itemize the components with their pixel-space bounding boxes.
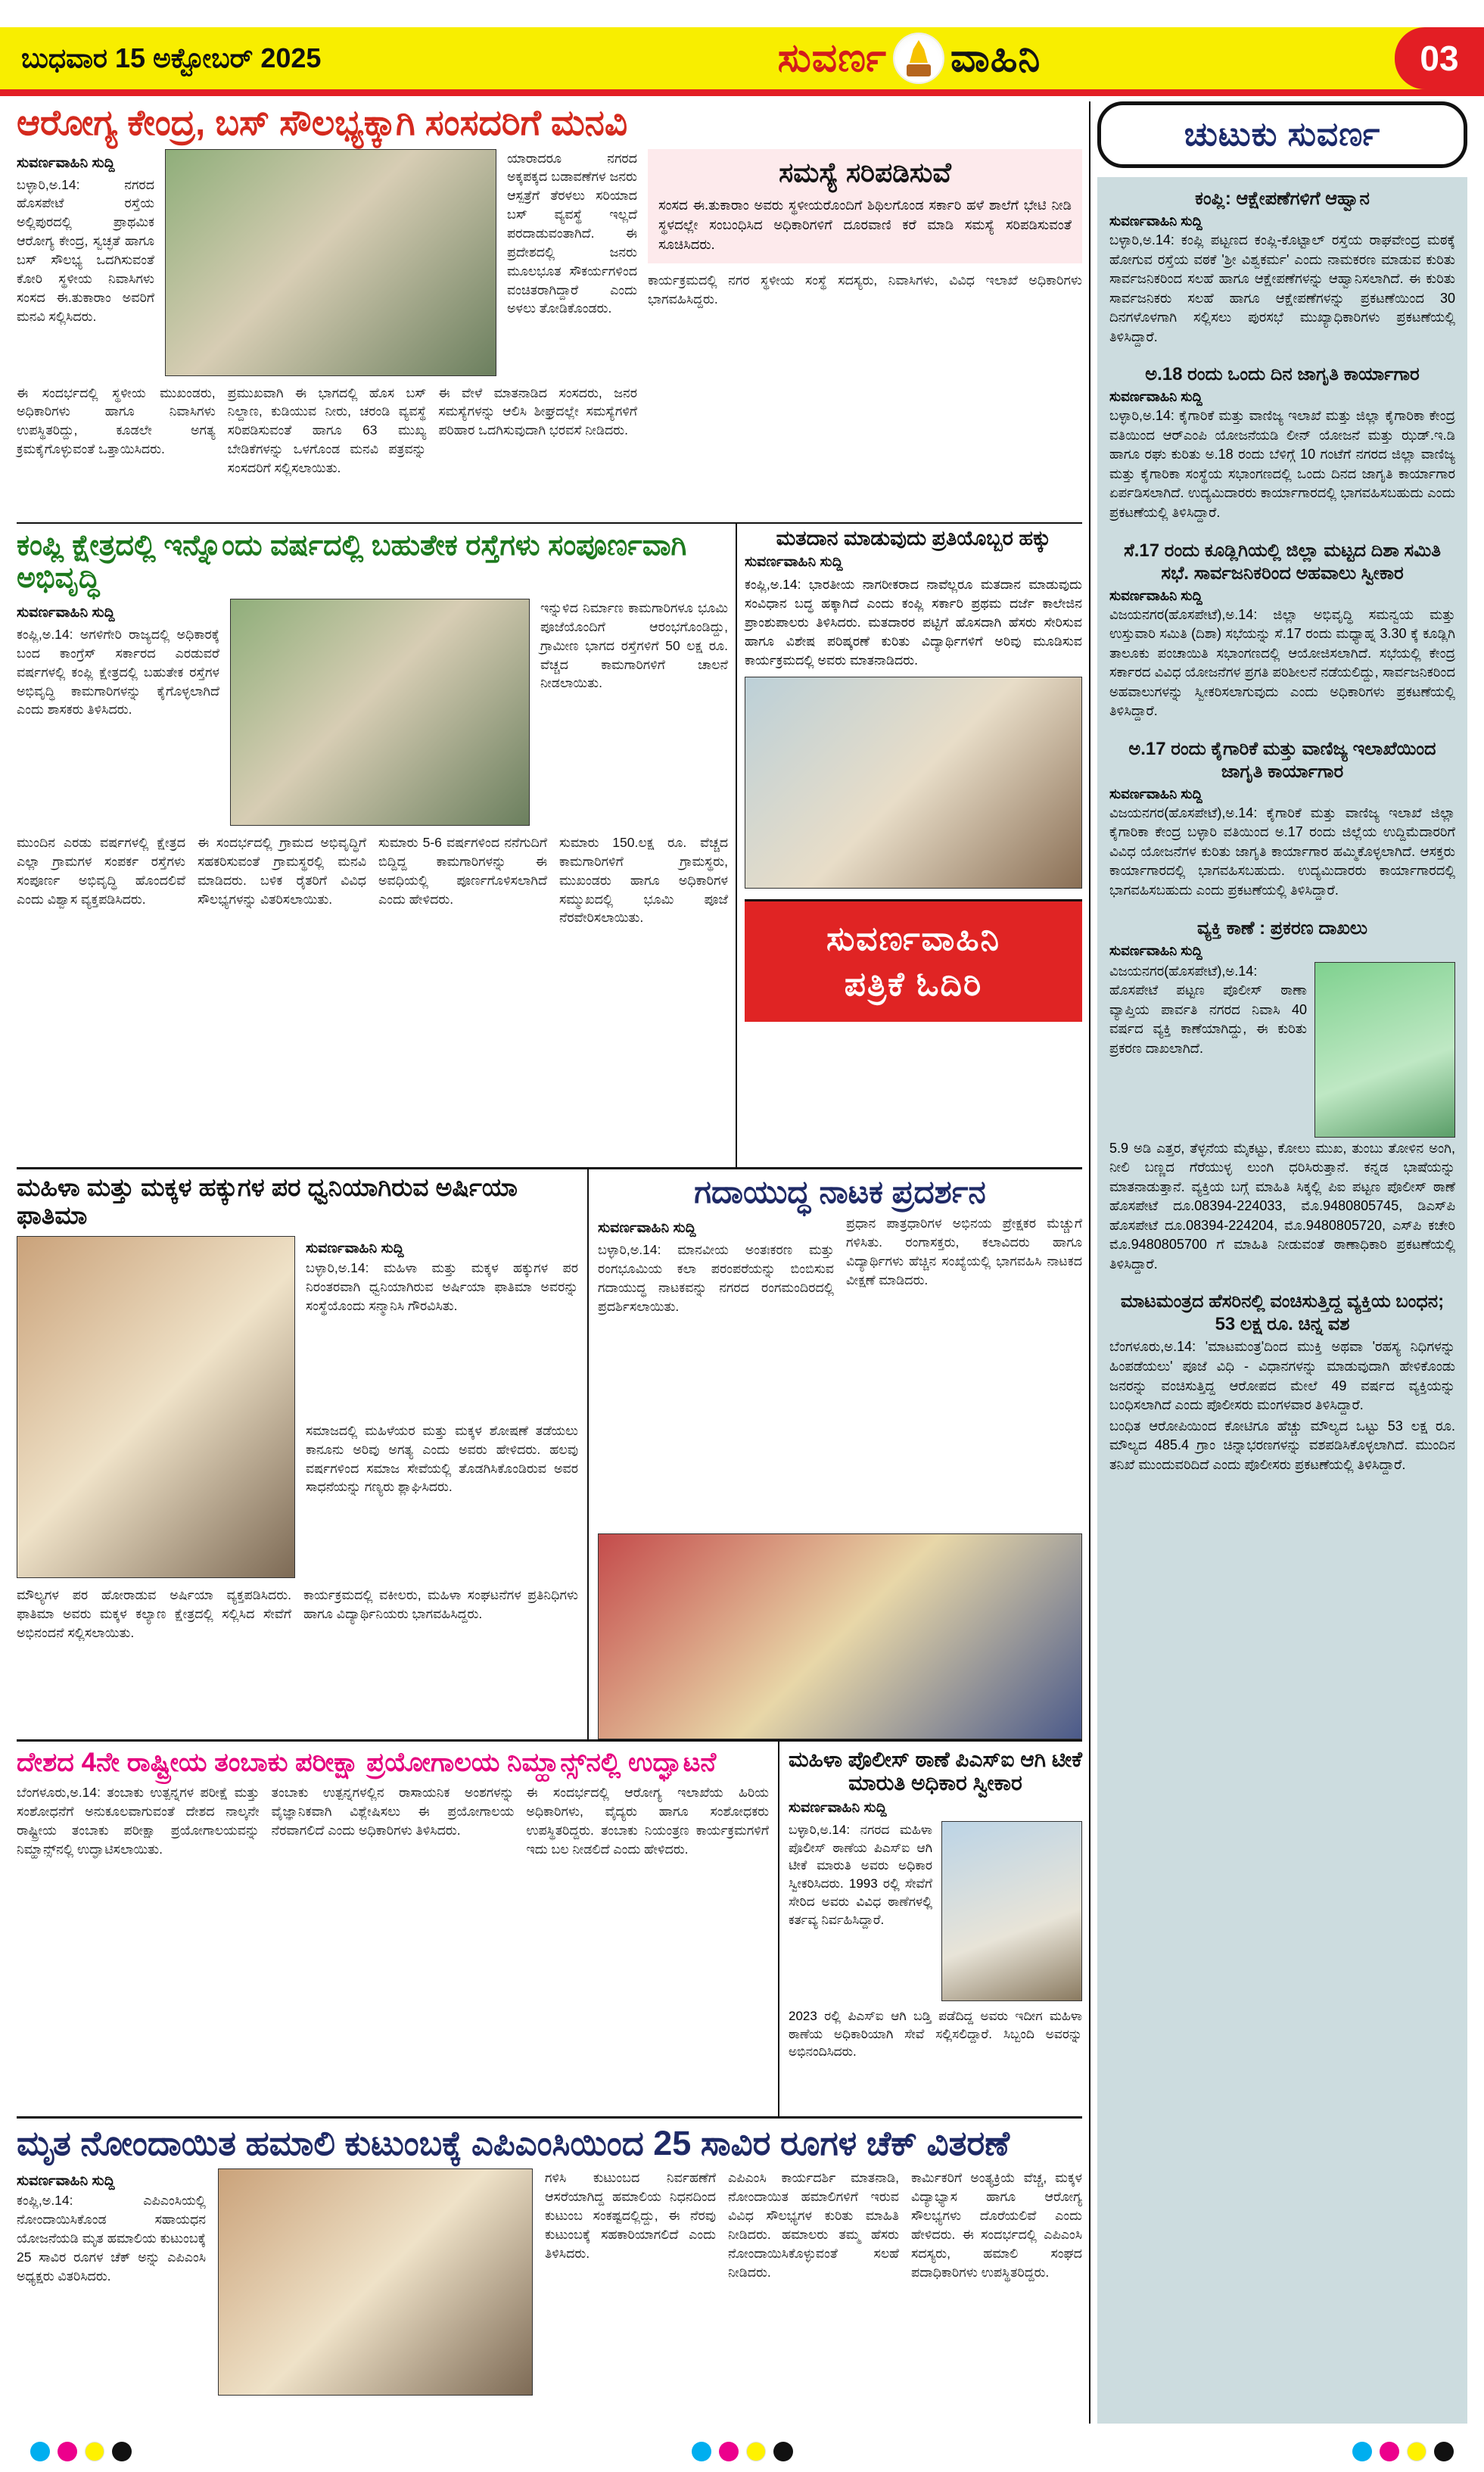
hamali-col-1: ಕಂಪ್ಲಿ,ಅ.14: ಎಪಿಎಂಸಿಯಲ್ಲಿ ನೋಂದಾಯಿಸಿಕೊಂಡ ಸಹಾಯಧನ ಯೋಜನೆಯಡಿ ಮೃತ ಹಮಾಲಿಯ ಕುಟುಂಬಕ್ಕೆ 25 ಸಾವಿರ ರೂಗಳ ಚೆಕ್ ಅನ್ನು ಎಪಿಎಂಸಿ ಅಧ್ಯಕ್ಷರು ವಿತರಿಸಿದರು. (17, 2193, 206, 2284)
sidebar-item-title: ಅ.18 ರಂದು ಒಂದು ದಿನ ಜಾಗೃತಿ ಕಾರ್ಯಾಗಾರ (1145, 364, 1420, 385)
sidebar-item-title: ಸೆ.17 ರಂದು ಕೂಡ್ಲಿಗಿಯಲ್ಲಿ ಜಿಲ್ಲಾ ಮಟ್ಟದ ದಿಶಾ ಸಮಿತಿ ಸಭೆ. ಸಾರ್ವಜನಿಕರಿಂದ ಅಹವಾಲು ಸ್ವೀಕಾರ (1124, 540, 1441, 584)
briefs-sidebar (1097, 101, 1467, 2424)
sidebar-item-body: ಬಳ್ಳಾರಿ,ಅ.14: ಕಂಪ್ಲಿ ಪಟ್ಟಣದ ಕಂಪ್ಲಿ-ಕೊಟ್ಟಾಲ್ ರಸ್ತೆಯ ರಾಘವೇಂದ್ರ ಮಠಕ್ಕೆ ಹೋಗುವ ರಸ್ತೆಯ ವಠಕೆ 'ಶ್ರೀ ವಿಶ್ವಕರ್ಮ' ಎಂದು ನಾಮಕರಣ ಮಾಡುವ ಕುರಿತು ಸಾರ್ವಜನಿಕರಿಂದ ಸಲಹೆ ಹಾಗೂ ಆಕ್ಷೇಪಣೆಗಳನ್ನು ಆಹ್ವಾನಿಸಲಾಗಿದೆ. ಈ ಕುರಿತು ಸಾರ್ವಜನಿಕರು ಸಲಹೆ ಹಾಗೂ ಆಕ್ಷೇಪಣೆಗಳನ್ನು ಪ್ರಕಟಣೆಯಿಂದ 30 ದಿನಗಳೊಳಗಾಗಿ ಸಲ್ಲಿಸಲು ಪುರಸಭೆ ಮುಖ್ಯಾಧಿಕಾರಿಗಳು ಪ್ರಕಟಣೆಯಲ್ಲಿ ತಿಳಿಸಿದ್ದಾರೆ. (1109, 232, 1455, 344)
hamali-col-2: ಗಳಿಸಿ ಕುಟುಂಬದ ನಿರ್ವಹಣೆಗೆ ಆಸರೆಯಾಗಿದ್ದ ಹಮಾಲಿಯ ನಿಧನದಿಂದ ಕುಟುಂಬ ಸಂಕಷ್ಟದಲ್ಲಿದ್ದು, ಈ ನೆರವು ಕುಟುಂಬಕ್ಕೆ ಸಹಕಾರಿಯಾಗಲಿದೆ ಎಂದು ತಿಳಿಸಿದರು. (545, 2170, 716, 2261)
sidebar-item-byline: ಸುವರ್ಣವಾಹಿನಿ ಸುದ್ದಿ (1109, 389, 1202, 405)
sidebar-item-body: ಬೆಂಗಳೂರು,ಅ.14: 'ಮಾಟಮಂತ್ರ'ದಿಂದ ಮುಕ್ತಿ ಅಥವಾ 'ರಹಸ್ಯ ನಿಧಿಗಳನ್ನು ಹಿಂಪಡೆಯಲು' ಪೂಜೆ ವಿಧಿ - ವಿಧಾನಗಳನ್ನು ಮಾಡುವುದಾಗಿ ಹೇಳಿಕೊಂಡು ಜನರನ್ನು ವಂಚಿಸುತ್ತಿದ್ದ ಆರೋಪದ ಮೇಲೆ 49 ವರ್ಷದ ವ್ಯಕ್ತಿಯನ್ನು ಬಂಧಿಸಲಾಗಿದೆ ಎಂದು ಪೊಲೀಸರು ಮಂಗಳವಾರ ತಿಳಿಸಿದ್ದಾರೆ. (1109, 1339, 1455, 1413)
sidebar-item-body-2: ಬಂಧಿತ ಆರೋಪಿಯಿಂದ ಕೋಟಿಗೂ ಹೆಚ್ಚು ಮೌಲ್ಯದ ಒಟ್ಟು 53 ಲಕ್ಷ ರೂ. ಮೌಲ್ಯದ 485.4 ಗ್ರಾಂ ಚಿನ್ನಾಭರಣಗಳನ್ನು ವಶಪಡಿಸಿಕೊಳ್ಳಲಾಗಿದೆ. ಮುಂದಿನ ತನಿಖೆ ಮುಂದುವರಿದಿದೆ ಎಂದು ಪೊಲೀಸರು ಪ್ರಕಟಣೆಯಲ್ಲಿ ತಿಳಿಸಿದ್ದಾರೆ. (1109, 1418, 1455, 1472)
arshiya-headline: ಮಹಿಳಾ ಮತ್ತು ಮಕ್ಕಳ ಹಕ್ಕುಗಳ ಪರ ಧ್ವನಿಯಾಗಿರುವ ಅರ್ಷಿಯಾ ಫಾತಿಮಾ (17, 1173, 518, 1229)
lead-headline: ಆರೋಗ್ಯ ಕೇಂದ್ರ, ಬಸ್ ಸೌಲಭ್ಯಕ್ಕಾಗಿ ಸಂಸದರಿಗೆ ಮನವಿ (17, 102, 628, 142)
promo-box (745, 899, 1082, 1022)
kampli-col-3: ಮುಂದಿನ ಎರಡು ವರ್ಷಗಳಲ್ಲಿ ಕ್ಷೇತ್ರದ ಎಲ್ಲಾ ಗ್ರಾಮಗಳ ಸಂಪರ್ಕ ರಸ್ತೆಗಳು ಸಂಪೂರ್ಣ ಅಭಿವೃದ್ಧಿ ಹೊಂದಲಿವೆ ಎಂದು ವಿಶ್ವಾಸ ವ್ಯಕ್ತಪಡಿಸಿದರು. (17, 835, 185, 907)
magenta-dot-icon (1380, 2442, 1399, 2461)
sidebar-item-title: ಕಂಪ್ಲಿ: ಆಕ್ಷೇಪಣೆಗಳಿಗೆ ಆಹ್ವಾನ (1195, 188, 1370, 209)
sidebar-item-title: ಮಾಟಮಂತ್ರದ ಹೆಸರಿನಲ್ಲಿ ವಂಚಿಸುತ್ತಿದ್ದ ವ್ಯಕ್ತಿಯ ಬಂಧನ; 53 ಲಕ್ಷ ರೂ. ಚಿನ್ನ ವಶ (1120, 1291, 1445, 1335)
registration-dots-left (30, 2442, 132, 2461)
kampli-col-2: ಇನ್ನುಳಿದ ನಿರ್ಮಾಣ ಕಾಮಗಾರಿಗಳೂ ಭೂಮಿ ಪೂಜೆಯೊಂದಿಗೆ ಆರಂಭಗೊಂಡಿದ್ದು, ಗ್ರಾಮೀಣ ಭಾಗದ ರಸ್ತೆಗಳಿಗೆ 50 ಲಕ್ಷ ರೂ. ವೆಚ್ಚದ ಕಾಮಗಾರಿಗಳಿಗೆ ಚಾಲನೆ ನೀಡಲಾಯಿತು. (540, 600, 728, 691)
arshiya-col-2: ಸಮಾಜದಲ್ಲಿ ಮಹಿಳೆಯರ ಮತ್ತು ಮಕ್ಕಳ ಶೋಷಣೆ ತಡೆಯಲು ಕಾನೂನು ಅರಿವು ಅಗತ್ಯ ಎಂದು ಅವರು ಹೇಳಿದರು. ಹಲವು ವರ್ಷಗಳಿಂದ ಸಮಾಜ ಸೇವೆಯಲ್ಲಿ ತೊಡಗಿಸಿಕೊಂಡಿರುವ ಅವರ ಸಾಧನೆಯನ್ನು ಗಣ್ಯರು ಶ್ಲಾಘಿಸಿದರು. (306, 1422, 578, 1495)
sidebar-item-body: ಬಳ್ಳಾರಿ,ಅ.14: ಕೈಗಾರಿಕೆ ಮತ್ತು ವಾಣಿಜ್ಯ ಇಲಾಖೆ ಮತ್ತು ಜಿಲ್ಲಾ ಕೈಗಾರಿಕಾ ಕೇಂದ್ರ ವತಿಯಿಂದ ಆರ್‌ಎಂಪಿ ಯೋಜನೆಯಡಿ ಲೀನ್ ಯೋಜನೆ ಮತ್ತು ಝಡ್.ಇ.ಡಿ ಹಾಗೂ ರಘು ಕುರಿತು ಅ.18 ರಂದು ಬೆಳಿಗ್ಗೆ 10 ಗಂಟೆಗೆ ನಗರದ ಜಿಲ್ಲಾ ವಾಣಿಜ್ಯ ಮತ್ತು ಕೈಗಾರಿಕಾ ಸಂಸ್ಥೆಯ ಸಭಾಂಗಣದಲ್ಲಿ ಒಂದು ದಿನದ ಜಾಗೃತಿ ಕಾರ್ಯಾಗಾರ ಏರ್ಪಡಿಸಲಾಗಿದೆ. ಉದ್ಯಮಿದಾರರು ಕಾರ್ಯಾಗಾರದಲ್ಲಿ ಭಾಗವಹಿಸಬಹುದು ಎಂದು ಪ್ರಕಟಣೆಯಲ್ಲಿ ತಿಳಿಸಿದ್ದಾರೆ. (1109, 408, 1455, 521)
sidebar-item-title: ಅ.17 ರಂದು ಕೈಗಾರಿಕೆ ಮತ್ತು ವಾಣಿಜ್ಯ ಇಲಾಖೆಯಿಂದ ಜಾಗೃತಿ ಕಾರ್ಯಾಗಾರ (1128, 738, 1436, 782)
missing-person-photo (1314, 962, 1455, 1138)
hamali-photo (218, 2168, 533, 2396)
sidebar-item-byline: ಸುವರ್ಣವಾಹಿನಿ ಸುದ್ದಿ (1109, 786, 1202, 802)
masthead-rule (0, 89, 1484, 96)
article-tobacco-lab (17, 1742, 779, 2116)
tobacco-col-2: ತಂಬಾಕು ಉತ್ಪನ್ನಗಳಲ್ಲಿನ ರಾಸಾಯನಿಕ ಅಂಶಗಳನ್ನು ವೈಜ್ಞಾನಿಕವಾಗಿ ವಿಶ್ಲೇಷಿಸಲು ಈ ಪ್ರಯೋಗಾಲಯ ನೆರವಾಗಲಿದೆ ಎಂದು ಅಧಿಕಾರಿಗಳು ತಿಳಿಸಿದರು. (271, 1785, 515, 1838)
sidebar-title-box (1097, 101, 1467, 168)
sidebar-items (1097, 177, 1467, 2424)
magenta-dot-icon (58, 2442, 77, 2461)
print-registration-marks (0, 2442, 1484, 2461)
hamali-byline: ಸುವರ್ಣವಾಹಿನಿ ಸುದ್ದಿ (17, 2173, 115, 2190)
arshiya-photo (17, 1236, 295, 1578)
kampli-body-1: ಕಂಪ್ಲಿ,ಅ.14: ಅಗಳಿಗೇರಿ ರಾಜ್ಯದಲ್ಲಿ ಅಧಿಕಾರಕ್ಕೆ ಬಂದ ಕಾಂಗ್ರೆಸ್ ಸರ್ಕಾರದ ಎರಡುವರೆ ವರ್ಷಗಳಲ್ಲಿ ಕಂಪ್ಲಿ ಕ್ಷೇತ್ರದಲ್ಲಿ ಬಹುತೇಕ ರಸ್ತೆಗಳ ಅಭಿವೃದ್ಧಿ ಕಾಮಗಾರಿಗಳನ್ನು ಕೈಗೊಳ್ಳಲಾಗಿದೆ ಎಂದು ಶಾಸಕರು ತಿಳಿಸಿದರು. (17, 627, 219, 718)
main-columns (17, 101, 1082, 2424)
lead-body-1: ಬಳ್ಳಾರಿ,ಅ.14: ನಗರದ ಹೊಸಪೇಟೆ ರಸ್ತೆಯ ಅಲ್ಲಿಪುರದಲ್ಲಿ ಪ್ರಾಥಮಿಕ ಆರೋಗ್ಯ ಕೇಂದ್ರ, ಸ್ವಚ್ಛತೆ ಹಾಗೂ ಬಸ್ ಸೌಲಭ್ಯ ಒದಗಿಸುವಂತೆ ಕೋರಿ ಸ್ಥಳೀಯ ನಿವಾಸಿಗಳು ಸಂಸದ ಈ.ತುಕಾರಾಂ ಅವರಿಗೆ ಮನವಿ ಸಲ್ಲಿಸಿದರು. (17, 176, 154, 324)
gadayuddha-col-2: ಪ್ರಧಾನ ಪಾತ್ರಧಾರಿಗಳ ಅಭಿನಯ ಪ್ರೇಕ್ಷಕರ ಮೆಚ್ಚುಗೆ ಗಳಿಸಿತು. ರಂಗಾಸಕ್ತರು, ಕಲಾವಿದರು ಹಾಗೂ ವಿದ್ಯಾರ್ಥಿಗಳು ಹೆಚ್ಚಿನ ಸಂಖ್ಯೆಯಲ್ಲಿ ಭಾಗವಹಿಸಿ ನಾಟಕದ ವೀಕ್ಷಣೆ ಮಾಡಿದರು. (846, 1216, 1082, 1287)
lead-col-4: ಪ್ರಮುಖವಾಗಿ ಈ ಭಾಗದಲ್ಲಿ ಹೊಸ ಬಸ್ ನಿಲ್ದಾಣ, ಕುಡಿಯುವ ನೀರು, ಚರಂಡಿ ವ್ಯವಸ್ಥೆ ಸರಿಪಡಿಸುವಂತೆ ಹಾಗೂ 63 ಮುಖ್ಯ ಬೇಡಿಕೆಗಳನ್ನು ಒಳಗೊಂಡ ಮನವಿ ಪತ್ರವನ್ನು ಸಂಸದರಿಗೆ ಸಲ್ಲಿಸಲಾಯಿತು. (227, 384, 427, 475)
hamali-col-3: ಎಪಿಎಂಸಿ ಕಾರ್ಯದರ್ಶಿ ಮಾತನಾಡಿ, ನೋಂದಾಯಿತ ಹಮಾಲಿಗಳಿಗೆ ಇರುವ ವಿವಿಧ ಸೌಲಭ್ಯಗಳ ಕುರಿತು ಮಾಹಿತಿ ನೀಡಿದರು. ಹಮಾಲರು ತಮ್ಮ ಹೆಸರು ನೋಂದಾಯಿಸಿಕೊಳ್ಳುವಂತೆ ಸಲಹೆ ನೀಡಿದರು. (728, 2170, 899, 2280)
voting-photo (745, 677, 1082, 889)
psi-body-1: ಬಳ್ಳಾರಿ,ಅ.14: ನಗರದ ಮಹಿಳಾ ಪೊಲೀಸ್ ಠಾಣೆಯ ಪಿಎಸ್‌ಐ ಆಗಿ ಟೀಕೆ ಮಾರುತಿ ಅವರು ಅಧಿಕಾರ ಸ್ವೀಕರಿಸಿದರು. 1993 ರಲ್ಲಿ ಸೇವೆಗೆ ಸೇರಿದ ಅವರು ವಿವಿಧ ಠಾಣೆಗಳಲ್ಲಿ ಕರ್ತವ್ಯ ನಿರ್ವಹಿಸಿದ್ದಾರೆ. (789, 1822, 932, 1927)
arshiya-col-3: ಮೌಲ್ಯಗಳ ಪರ ಹೋರಾಡುವ ಅರ್ಷಿಯಾ ವ್ಯಕ್ತಪಡಿಸಿದರು. ಫಾತಿಮಾ ಅವರು ಮಕ್ಕಳ ಕಲ್ಯಾಣ ಕ್ಷೇತ್ರದಲ್ಲಿ ಸಲ್ಲಿಸಿದ ಸೇವೆಗೆ ಅಭಿನಂದನೆ ಸಲ್ಲಿಸಲಾಯಿತು. (17, 1586, 291, 1640)
hamali-col-4: ಕಾರ್ಮಿಕರಿಗೆ ಅಂತ್ಯಕ್ರಿಯೆ ವೆಚ್ಚ, ಮಕ್ಕಳ ವಿದ್ಯಾಭ್ಯಾಸ ಹಾಗೂ ಆರೋಗ್ಯ ಸೌಲಭ್ಯಗಳು ದೊರೆಯಲಿವೆ ಎಂದು ಹೇಳಿದರು. ಈ ಸಂದರ್ಭದಲ್ಲಿ ಎಪಿಎಂಸಿ ಸದಸ್ಯರು, ಹಮಾಲಿ ಸಂಘದ ಪದಾಧಿಕಾರಿಗಳು ಉಪಸ್ಥಿತರಿದ್ದರು. (911, 2170, 1082, 2280)
masthead-title-right: ವಾಹಿನಿ (950, 36, 1041, 80)
lead-photo (165, 149, 496, 376)
yellow-dot-icon (1407, 2442, 1426, 2461)
psi-byline: ಸುವರ್ಣವಾಹಿನಿ ಸುದ್ದಿ (789, 1799, 887, 1816)
black-dot-icon (1434, 2442, 1454, 2461)
sidebar-item-body: ವಿಜಯನಗರ(ಹೊಸಪೇಟೆ),ಅ.14: ಜಿಲ್ಲಾ ಅಭಿವೃದ್ಧಿ ಸಮನ್ವಯ ಮತ್ತು ಉಸ್ತುವಾರಿ ಸಮಿತಿ (ದಿಶಾ) ಸಭೆಯನ್ನು ಸೆ.17 ರಂದು ಮಧ್ಯಾಹ್ನ 3.30 ಕ್ಕೆ ಕೂಡ್ಲಿಗಿ ತಾಲೂಕು ಪಂಚಾಯಿತಿ ಸಭಾಂಗಣದಲ್ಲಿ ಆಯೋಜಿಸಲಾಗಿದೆ. ಸಭೆಯಲ್ಲಿ ಕೇಂದ್ರ ಸರ್ಕಾರದ ವಿವಿಧ ಯೋಜನೆಗಳ ಪ್ರಗತಿ ಪರಿಶೀಲನೆ ನಡೆಯಲಿದ್ದು, ಸಾರ್ವಜನಿಕರಿಂದ ಅಹವಾಲುಗಳನ್ನು ಸ್ವೀಕರಿಸಲಾಗುವುದು ಎಂದು ಅಧಿಕಾರಿಗಳು ಪ್ರಕಟಣೆಯಲ್ಲಿ ತಿಳಿಸಿದ್ದಾರೆ. (1109, 606, 1455, 719)
cyan-dot-icon (1352, 2442, 1372, 2461)
article-voting (737, 524, 1082, 1167)
magenta-dot-icon (719, 2442, 739, 2461)
page-number: 03 (1420, 39, 1459, 78)
sidebar-item-body: ವಿಜಯನಗರ(ಹೊಸಪೇಟೆ),ಅ.14: ಕೈಗಾರಿಕೆ ಮತ್ತು ವಾಣಿಜ್ಯ ಇಲಾಖೆ ಜಿಲ್ಲಾ ಕೈಗಾರಿಕಾ ಕೇಂದ್ರ ಬಳ್ಳಾರಿ ವತಿಯಿಂದ ಅ.17 ರಂದು ಜಿಲ್ಲೆಯ ಉದ್ದಿಮೆದಾರರಿಗೆ ವಿವಿಧ ಯೋಜನೆಗಳ ಕುರಿತು ಜಾಗೃತಿ ಕಾರ್ಯಾಗಾರ ಹಮ್ಮಿಕೊಳ್ಳಲಾಗಿದೆ. ಆಸಕ್ತರು ಕಾರ್ಯಾಗಾರದಲ್ಲಿ ಭಾಗವಹಿಸಬಹುದು. ಉದ್ಯಮಿದಾರರು ಕಾರ್ಯಾಗಾರದಲ್ಲಿ ಭಾಗವಹಿಸಬಹುದು ಎಂದು ಪ್ರಕಟಣೆಯಲ್ಲಿ ತಿಳಿಸಿದ್ದಾರೆ. (1109, 805, 1455, 898)
lead-col-6: ಕಾರ್ಯಕ್ರಮದಲ್ಲಿ ನಗರ ಸ್ಥಳೀಯ ಸಂಸ್ಥೆ ಸದಸ್ಯರು, ನಿವಾಸಿಗಳು, ವಿವಿಧ ಇಲಾಖೆ ಅಧಿಕಾರಿಗಳು ಭಾಗವಹಿಸಿದ್ದರು. (648, 272, 1082, 307)
gadayuddha-photo (598, 1533, 1082, 1739)
hamali-headline: ಮೃತ ನೋಂದಾಯಿತ ಹಮಾಲಿ ಕುಟುಂಬಕ್ಕೆ ಎಪಿಎಂಸಿಯಿಂದ 25 ಸಾವಿರ ರೂಗಳ ಚೆಕ್ ವಿತರಣೆ (17, 2124, 1010, 2162)
article-kampli-roads (17, 524, 737, 1167)
sidebar-item-byline: ಸುವರ್ಣವಾಹಿನಿ ಸುದ್ದಿ (1109, 213, 1202, 229)
psi-headline: ಮಹಿಳಾ ಪೊಲೀಸ್ ಠಾಣೆ ಪಿಎಸ್‌ಐ ಆಗಿ ಟೀಕೆ ಮಾರುತಿ ಅಧಿಕಾರ ಸ್ವೀಕಾರ (789, 1748, 1082, 1795)
kampli-byline: ಸುವರ್ಣವಾಹಿನಿ ಸುದ್ದಿ (17, 605, 115, 621)
sidebar-item-title: ವ್ಯಕ್ತಿ ಕಾಣೆ : ಪ್ರಕರಣ ದಾಖಲು (1197, 917, 1367, 939)
registration-dots-right (1352, 2442, 1454, 2461)
gadayuddha-col-1 (598, 1214, 834, 1527)
kampli-headline: ಕಂಪ್ಲಿ ಕ್ಷೇತ್ರದಲ್ಲಿ ಇನ್ನೊಂದು ವರ್ಷದಲ್ಲಿ ಬಹುತೇಕ ರಸ್ತೆಗಳು ಸಂಪೂರ್ಣವಾಗಿ ಅಭಿವೃದ್ಧಿ (17, 530, 687, 594)
masthead-title-left: ಸುವರ್ಣ (777, 36, 887, 80)
psi-body-2: 2023 ರಲ್ಲಿ ಪಿಎಸ್‌ಐ ಆಗಿ ಬಡ್ತಿ ಪಡೆದಿದ್ದ ಅವರು ಇದೀಗ ಮಹಿಳಾ ಠಾಣೆಯ ಅಧಿಕಾರಿಯಾಗಿ ಸೇವೆ ಸಲ್ಲಿಸಲಿದ್ದಾರೆ. ಸಿಬ್ಬಂದಿ ಅವರನ್ನು ಅಭಿನಂದಿಸಿದರು. (789, 2008, 1082, 2059)
black-dot-icon (112, 2442, 132, 2461)
yellow-dot-icon (85, 2442, 104, 2461)
sidebar-item-disha-meeting (1109, 540, 1455, 721)
lead-col-2: ಯಾರಾದರೂ ನಗರದ ಅಕ್ಕಪಕ್ಕದ ಬಡಾವಣೆಗಳ ಜನರು ಆಸ್ಪತ್ರೆಗೆ ತೆರಳಲು ಸರಿಯಾದ ಬಸ್ ವ್ಯವಸ್ಥೆ ಇಲ್ಲದೆ ಪರದಾಡುವಂತಾಗಿದೆ. ಈ ಪ್ರದೇಶದಲ್ಲಿ ಜನರು ಮೂಲಭೂತ ಸೌಕರ್ಯಗಳಿಂದ ವಂಚಿತರಾಗಿದ್ದಾರೆ ಎಂದು ಅಳಲು ತೋಡಿಕೊಂಡರು. (507, 150, 637, 316)
notice-body: ಸಂಸದ ಈ.ತುಕಾರಾಂ ಅವರು ಸ್ಥಳೀಯರೊಂದಿಗೆ ಶಿಥಿಲಗೊಂಡ ಸರ್ಕಾರಿ ಹಳೆ ಶಾಲೆಗೆ ಭೇಟಿ ನೀಡಿ ಸ್ಥಳದಲ್ಲೇ ಸಂಬಂಧಿಸಿದ ಅಧಿಕಾರಿಗಳಿಗೆ ದೂರವಾಣಿ ಕರೆ ಮಾಡಿ ಸಮಸ್ಯೆ ಸರಿಪಡಿಸುವಂತೆ ಸೂಚಿಸಿದರು. (658, 197, 1072, 252)
kampli-photo (230, 599, 530, 826)
voting-byline: ಸುವರ್ಣವಾಹಿನಿ ಸುದ್ದಿ (745, 554, 843, 571)
registration-dots-center (692, 2442, 793, 2461)
tobacco-headline: ದೇಶದ 4ನೇ ರಾಷ್ಟ್ರೀಯ ತಂಬಾಕು ಪರೀಕ್ಷಾ ಪ್ರಯೋಗಾಲಯ ನಿಮ್ಹಾನ್ಸ್‌ನಲ್ಲಿ ಉದ್ಘಾಟನೆ (17, 1748, 717, 1777)
page-number-badge (1395, 27, 1484, 89)
arshiya-col-4: ಕಾರ್ಯಕ್ರಮದಲ್ಲಿ ವಕೀಲರು, ಮಹಿಳಾ ಸಂಘಟನೆಗಳ ಪ್ರತಿನಿಧಿಗಳು ಹಾಗೂ ವಿದ್ಯಾರ್ಥಿನಿಯರು ಭಾಗವಹಿಸಿದ್ದರು. (303, 1586, 578, 1621)
promo-line-2: ಪತ್ರಿಕೆ ಓದಿರಿ (844, 965, 983, 1003)
lead-col-5: ಈ ವೇಳೆ ಮಾತನಾಡಿದ ಸಂಸದರು, ಜನರ ಸಮಸ್ಯೆಗಳನ್ನು ಆಲಿಸಿ ಶೀಘ್ರದಲ್ಲೇ ಸಮಸ್ಯೆಗಳಿಗೆ ಪರಿಹಾರ ಒದಗಿಸುವುದಾಗಿ ಭರವಸೆ ನೀಡಿದರು. (438, 384, 638, 438)
voting-body: ಕಂಪ್ಲಿ,ಅ.14: ಭಾರತೀಯ ನಾಗರೀಕರಾದ ನಾವೆಲ್ಲರೂ ಮತದಾನ ಮಾಡುವುದು ಸಂವಿಧಾನ ಬದ್ಧ ಹಕ್ಕಾಗಿದೆ ಎಂದು ಕಂಪ್ಲಿ ಸರ್ಕಾರಿ ಪ್ರಥಮ ದರ್ಜೆ ಕಾಲೇಜಿನ ಪ್ರಾಂಶುಪಾಲರು ತಿಳಿಸಿದರು. ಮತದಾರರ ಪಟ್ಟಿಗೆ ಹೊಸದಾಗಿ ಹೆಸರು ಸೇರಿಸುವ ಹಾಗೂ ವಿಶೇಷ ಪರಿಷ್ಕರಣೆ ಕುರಿತು ವಿದ್ಯಾರ್ಥಿಗಳಿಗೆ ಅರಿವು ಮೂಡಿಸುವ ಕಾರ್ಯಕ್ರಮದಲ್ಲಿ ಅವರು ಮಾತನಾಡಿದರು. (745, 577, 1082, 668)
sidebar-item-objections (1109, 188, 1455, 347)
article-hamali (17, 2116, 1082, 2424)
tobacco-col-3: ಈ ಸಂದರ್ಭದಲ್ಲಿ ಆರೋಗ್ಯ ಇಲಾಖೆಯ ಹಿರಿಯ ಅಧಿಕಾರಿಗಳು, ವೈದ್ಯರು ಹಾಗೂ ಸಂಶೋಧಕರು ಉಪಸ್ಥಿತರಿದ್ದರು. ತಂಬಾಕು ನಿಯಂತ್ರಣ ಕಾರ್ಯಕ್ರಮಗಳಿಗೆ ಇದು ಬಲ ನೀಡಲಿದೆ ಎಂದು ಹೇಳಿದರು. (526, 1785, 770, 1857)
sidebar-item-workshop-oct18 (1109, 363, 1455, 522)
cyan-dot-icon (692, 2442, 711, 2461)
sidebar-title: ಚುಟುಕು ಸುವರ್ಣ (1184, 116, 1381, 153)
arshiya-col-1: ಬಳ್ಳಾರಿ,ಅ.14: ಮಹಿಳಾ ಮತ್ತು ಮಕ್ಕಳ ಹಕ್ಕುಗಳ ಪರ ನಿರಂತರವಾಗಿ ಧ್ವನಿಯಾಗಿರುವ ಅರ್ಷಿಯಾ ಫಾತಿಮಾ ಅವರನ್ನು ಸಂಸ್ಥೆಯೊಂದು ಸನ್ಮಾನಿಸಿ ಗೌರವಿಸಿತು. (306, 1259, 578, 1313)
gadayuddha-headline: ಗದಾಯುದ್ಧ ನಾಟಕ ಪ್ರದರ್ಶನ (694, 1174, 986, 1210)
sidebar-item-byline: ಸುವರ್ಣವಾಹಿನಿ ಸುದ್ದಿ (1109, 942, 1202, 958)
masthead-band (0, 27, 1484, 89)
edition-date: ಬುಧವಾರ 15 ಅಕ್ಟೋಬರ್ 2025 (21, 42, 322, 73)
arshiya-byline: ಸುವರ್ಣವಾಹಿನಿ ಸುದ್ದಿ (306, 1240, 404, 1256)
lead-col-3: ಈ ಸಂದರ್ಭದಲ್ಲಿ ಸ್ಥಳೀಯ ಮುಖಂಡರು, ಅಧಿಕಾರಿಗಳು ಹಾಗೂ ನಿವಾಸಿಗಳು ಉಪಸ್ಥಿತರಿದ್ದು, ಕೂಡಲೇ ಅಗತ್ಯ ಕ್ರಮಕೈಗೊಳ್ಳುವಂತೆ ಒತ್ತಾಯಿಸಿದರು. (17, 384, 216, 457)
gadayuddha-byline: ಸುವರ್ಣವಾಹಿನಿ ಸುದ್ದಿ (598, 1220, 696, 1237)
article-arshiya (17, 1169, 589, 1739)
promo-line-1: ಸುವರ್ಣವಾಹಿನಿ (826, 920, 1001, 958)
tobacco-col-1: ಬೆಂಗಳೂರು,ಅ.14: ತಂಬಾಕು ಉತ್ಪನ್ನಗಳ ಪರೀಕ್ಷೆ ಮತ್ತು ಸಂಶೋಧನೆಗೆ ಅನುಕೂಲವಾಗುವಂತೆ ದೇಶದ ನಾಲ್ಕನೇ ರಾಷ್ಟ್ರೀಯ ತಂಬಾಕು ಪರೀಕ್ಷಾ ಪ್ರಯೋಗಾಲಯವನ್ನು ನಿಮ್ಹಾನ್ಸ್‌ನಲ್ಲಿ ಉದ್ಘಾಟಿಸಲಾಯಿತು. (17, 1785, 260, 1857)
sidebar-item-byline: ಸುವರ್ಣವಾಹಿನಿ ಸುದ್ದಿ (1109, 587, 1202, 603)
notice-title: ಸಮಸ್ಯೆ ಸರಿಪಡಿಸುವೆ (779, 156, 951, 188)
psi-photo (941, 1821, 1082, 2001)
notice-box (648, 149, 1082, 263)
sidebar-item-sorcery-arrest (1109, 1290, 1455, 1474)
lead-col-1 (17, 149, 154, 376)
yellow-dot-icon (746, 2442, 766, 2461)
masthead (424, 34, 1395, 83)
sidebar-item-body: ವಿಜಯನಗರ(ಹೊಸಪೇಟೆ),ಅ.14: ಹೊಸಪೇಟೆ ಪಟ್ಟಣ ಪೊಲೀಸ್ ಠಾಣಾ ವ್ಯಾಪ್ತಿಯ ಪಾರ್ವತಿ ನಗರದ ನಿವಾಸಿ 40 ವರ್ಷದ ವ್ಯಕ್ತಿ ಕಾಣೆಯಾಗಿದ್ದು, ಈ ಕುರಿತು ಪ್ರಕರಣ ದಾಖಲಾಗಿದೆ. (1109, 963, 1307, 1056)
kampli-col-5: ಸುಮಾರು 5-6 ವರ್ಷಗಳಿಂದ ನನೆಗುದಿಗೆ ಬಿದ್ದಿದ್ದ ಕಾಮಗಾರಿಗಳನ್ನು ಈ ಅವಧಿಯಲ್ಲಿ ಪೂರ್ಣಗೊಳಿಸಲಾಗಿದೆ ಎಂದು ಹೇಳಿದರು. (378, 835, 547, 907)
sidebar-item-workshop-oct17 (1109, 738, 1455, 901)
article-psi (779, 1742, 1082, 2116)
article-lead (17, 101, 1082, 522)
kampli-col-4: ಈ ಸಂದರ್ಭದಲ್ಲಿ ಗ್ರಾಮದ ಅಭಿವೃದ್ಧಿಗೆ ಸಹಕರಿಸುವಂತೆ ಗ್ರಾಮಸ್ಥರಲ್ಲಿ ಮನವಿ ಮಾಡಿದರು. ಬಳಿಕ ರೈತರಿಗೆ ವಿವಿಧ ಸೌಲಭ್ಯಗಳನ್ನು ವಿತರಿಸಲಾಯಿತು. (198, 835, 366, 907)
sidebar-item-body-2: 5.9 ಅಡಿ ಎತ್ತರ, ತೆಳ್ಳನೆಯ ಮೈಕಟ್ಟು, ಕೋಲು ಮುಖ, ತುಂಬು ತೋಳಿನ ಅಂಗಿ, ನೀಲಿ ಬಣ್ಣದ ಗೆರೆಯುಳ್ಳ ಲುಂಗಿ ಧರಿಸಿರುತ್ತಾನೆ. ಕನ್ನಡ ಭಾಷೆಯನ್ನು ಮಾತನಾಡುತ್ತಾನೆ. ವ್ಯಕ್ತಿಯ ಬಗ್ಗೆ ಮಾಹಿತಿ ಸಿಕ್ಕಲ್ಲಿ ಪಿಐ ಪಟ್ಟಣ ಪೊಲೀಸ್ ಠಾಣೆ ಹೊಸಪೇಟೆ ದೂ.08394-224033, ಮೊ.9480805745, ಡಿಎಸ್‌ಪಿ ಹೊಸಪೇಟೆ ದೂ.08394-224204, ಮೊ.9480805720, ಎಸ್‌ಪಿ ಕಚೇರಿ ಮೊ.9480805700 ಗೆ ಮಾಹಿತಿ ನೀಡುವಂತೆ ಠಾಣಾಧಿಕಾರಿ ಪ್ರಕಟಣೆಯಲ್ಲಿ ತಿಳಿಸಿದ್ದಾರೆ. (1109, 1140, 1455, 1272)
sidebar-item-missing-person (1109, 917, 1455, 1275)
main-sidebar-divider (1089, 101, 1090, 2424)
cyan-dot-icon (30, 2442, 50, 2461)
kampli-col-6: ಸುಮಾರು 150.ಲಕ್ಷ ರೂ. ವೆಚ್ಚದ ಕಾಮಗಾರಿಗಳಿಗೆ ಗ್ರಾಮಸ್ಥರು, ಮುಖಂಡರು ಹಾಗೂ ಅಧಿಕಾರಿಗಳ ಸಮ್ಮುಖದಲ್ಲಿ ಭೂಮಿ ಪೂಜೆ ನೆರವೇರಿಸಲಾಯಿತು. (559, 835, 728, 926)
lead-byline: ಸುವರ್ಣವಾಹಿನಿ ಸುದ್ದಿ (17, 154, 115, 171)
voting-headline: ಮತದಾನ ಮಾಡುವುದು ಪ್ರತಿಯೊಬ್ಬರ ಹಕ್ಕು (776, 527, 1051, 550)
gadayuddha-body-1: ಬಳ್ಳಾರಿ,ಅ.14: ಮಾನವೀಯ ಅಂತಃಕರಣ ಮತ್ತು ರಂಗಭೂಮಿಯ ಕಲಾ ಪರಂಪರೆಯನ್ನು ಬಿಂಬಿಸುವ ಗದಾಯುದ್ಧ ನಾಟಕವನ್ನು ನಗರದ ರಂಗಮಂದಿರದಲ್ಲಿ ಪ್ರದರ್ಶಿಸಲಾಯಿತು. (598, 1242, 834, 1314)
kampli-col-1 (17, 599, 219, 826)
article-gadayuddha (589, 1169, 1082, 1739)
black-dot-icon (773, 2442, 793, 2461)
masthead-logo-icon (894, 34, 943, 83)
